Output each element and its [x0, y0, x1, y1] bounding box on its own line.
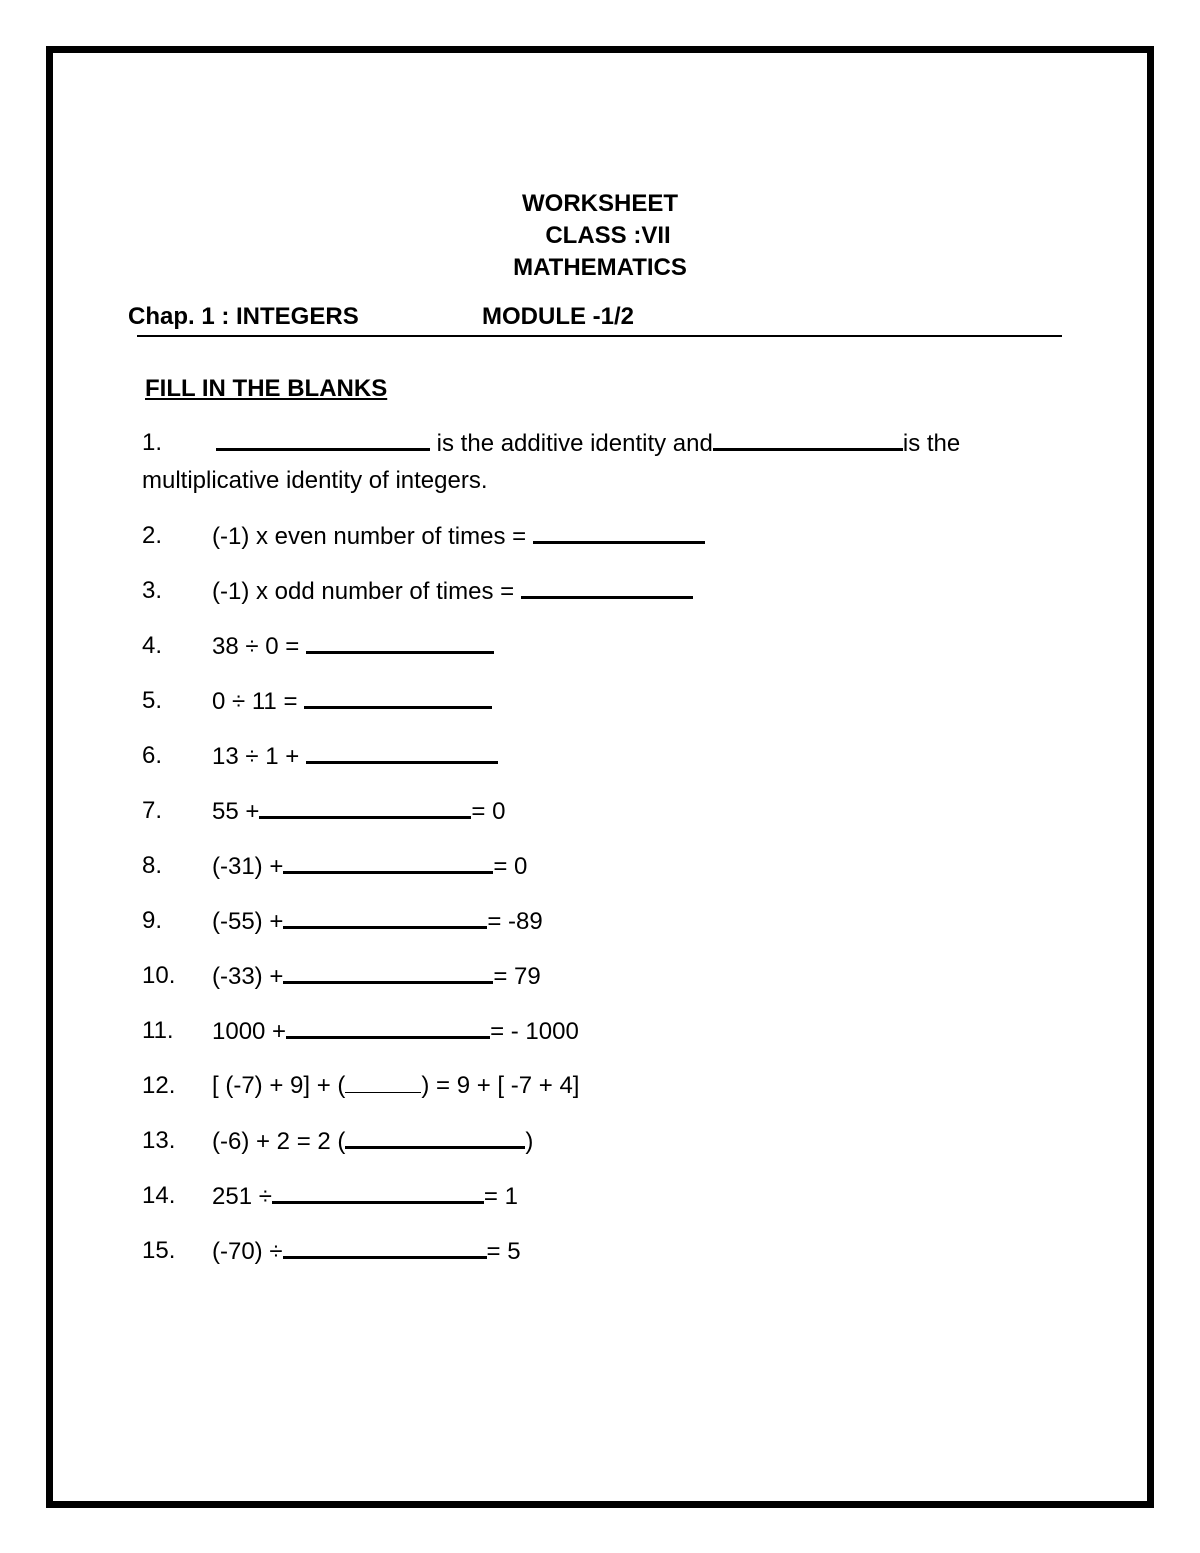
- answer-blank[interactable]: [286, 1016, 490, 1039]
- question-number: 4.: [142, 632, 163, 659]
- question-number: 1.: [142, 429, 163, 456]
- question-number: 6.: [142, 742, 163, 769]
- answer-blank[interactable]: [521, 576, 693, 599]
- answer-blank[interactable]: [533, 521, 705, 544]
- question-text: 55 +: [212, 798, 260, 825]
- answer-blank[interactable]: [345, 1072, 421, 1093]
- question-number: 5.: [142, 687, 163, 714]
- question-text: (-33) +: [212, 963, 284, 990]
- header-divider: [137, 335, 1062, 337]
- question-text: (-1) x odd number of times =: [212, 578, 521, 605]
- answer-blank[interactable]: [713, 428, 903, 451]
- section-title: FILL IN THE BLANKS: [145, 375, 388, 402]
- answer-blank[interactable]: [283, 906, 487, 929]
- question-text: [ (-7) + 9] + (: [212, 1072, 346, 1099]
- chapter-label: Chap. 1 : INTEGERS: [128, 303, 359, 330]
- answer-blank[interactable]: [272, 1181, 484, 1204]
- question-number: 11.: [142, 1017, 174, 1044]
- question-text: = -89: [487, 908, 543, 935]
- question-text: 1000 +: [212, 1018, 287, 1045]
- question-text: 38 ÷ 0 =: [212, 633, 306, 660]
- question-number: 15.: [142, 1237, 176, 1264]
- question-1-line-1: [216, 428, 960, 459]
- question-number: 14.: [142, 1182, 176, 1209]
- answer-blank[interactable]: [283, 851, 493, 874]
- question-text: = 0: [471, 798, 506, 825]
- question-text: = 1: [483, 1183, 518, 1210]
- question-number: 9.: [142, 907, 163, 934]
- question-number: 12.: [142, 1072, 176, 1099]
- question-number: 8.: [142, 852, 163, 879]
- question-text: = 0: [493, 853, 528, 880]
- question-number: 3.: [142, 577, 163, 604]
- answer-blank[interactable]: [259, 796, 471, 819]
- class-line: CLASS :VII: [545, 222, 671, 249]
- question-text: ) = 9 + [ -7 + 4]: [421, 1072, 580, 1099]
- answer-blank[interactable]: [283, 961, 493, 984]
- question-text: = - 1000: [490, 1018, 579, 1045]
- worksheet-title: WORKSHEET: [522, 190, 678, 217]
- question-text: (-6) + 2 = 2 (: [212, 1128, 346, 1155]
- question-text: (-70) ÷: [212, 1238, 283, 1265]
- answer-blank[interactable]: [306, 631, 494, 654]
- answer-blank[interactable]: [216, 428, 430, 451]
- question-number: 7.: [142, 797, 163, 824]
- question-text: (-55) +: [212, 908, 284, 935]
- question-text: 0 ÷ 11 =: [212, 688, 305, 715]
- question-text: ): [525, 1128, 534, 1155]
- answer-blank[interactable]: [304, 686, 492, 709]
- answer-blank[interactable]: [306, 741, 498, 764]
- question-number: 13.: [142, 1127, 176, 1154]
- answer-blank[interactable]: [283, 1236, 487, 1259]
- question-text: is the additive identity and: [436, 430, 713, 457]
- question-text: = 79: [493, 963, 541, 990]
- question-text: (-31) +: [212, 853, 284, 880]
- question-text: 251 ÷: [212, 1183, 272, 1210]
- question-number: 2.: [142, 522, 163, 549]
- question-1-line-2: multiplicative identity of integers.: [142, 467, 488, 494]
- answer-blank[interactable]: [345, 1126, 525, 1149]
- subject-title: MATHEMATICS: [513, 254, 687, 281]
- question-number: 10.: [142, 962, 176, 989]
- module-label: MODULE -1/2: [482, 303, 635, 330]
- question-text: = 5: [486, 1238, 521, 1265]
- question-text: is the: [902, 430, 961, 457]
- question-text: 13 ÷ 1 +: [212, 743, 306, 770]
- question-text: (-1) x even number of times =: [212, 523, 533, 550]
